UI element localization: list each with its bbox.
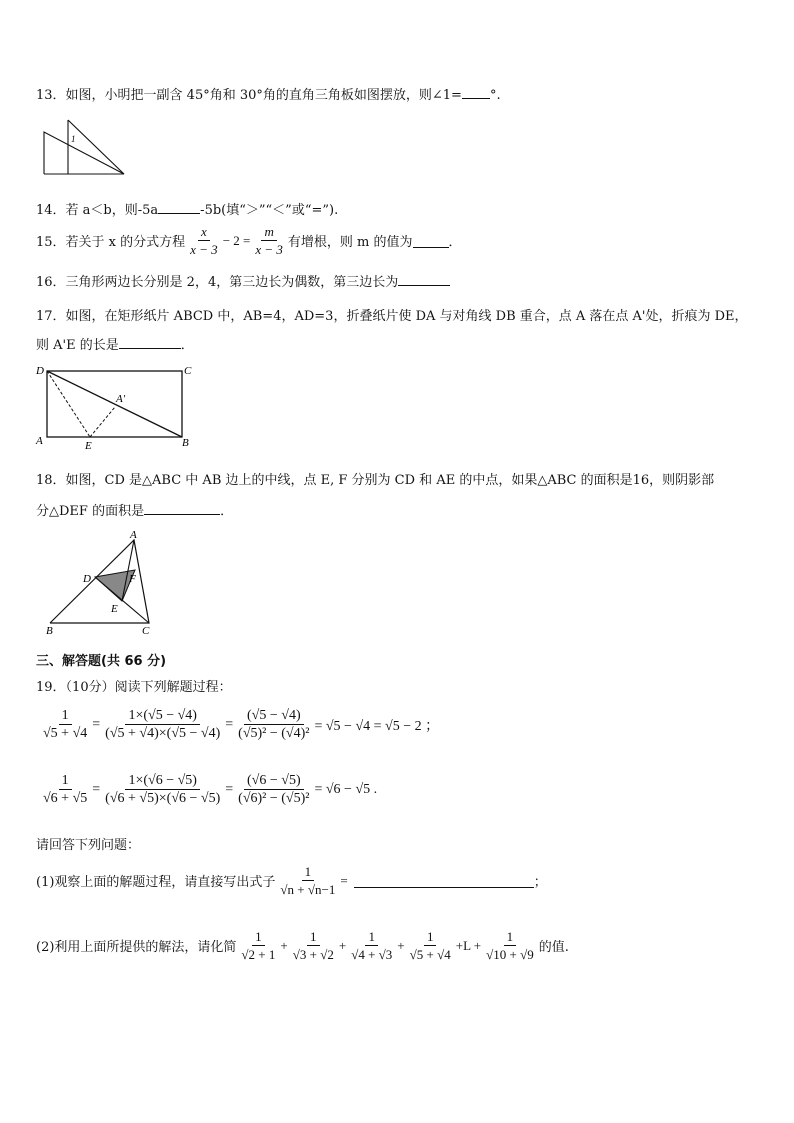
- q17-figure: [34, 362, 199, 450]
- answer-blank: [158, 200, 200, 214]
- answer-blank: [144, 501, 220, 515]
- label-D: D: [83, 573, 91, 585]
- fraction: $\frac{x}{x - 3}$: [190, 224, 218, 257]
- q13-text: 13．如图，小明把一副含 45°角和 30°角的直角三角板如图摆放，则∠1= °.: [36, 84, 501, 103]
- fraction: $\frac{1}{√3 + √2}$: [292, 929, 334, 962]
- q18-figure: [40, 528, 170, 636]
- q19-part1: (1)观察上面的解题过程，请直接写出式子 $\frac{1}{√n + √n-1}$ = ；: [36, 864, 547, 897]
- q17-line1: 17．如图，在矩形纸片 ABCD 中，AB=4，AD=3，折叠纸片使 DA 与对角线 DB 重合，点 A 落在点 A'处，折痕为 DE，: [36, 309, 748, 324]
- label-B: B: [46, 625, 53, 636]
- fraction: $\frac{(√5 - √4)}{\text{(√5)² − (√4)²}}$: [238, 708, 310, 741]
- fraction: $\frac{1}{√6 + √5}$: [43, 773, 88, 806]
- q14-text: 14．若 a＜b，则-5a -5b(填“＞”“＜”或“=”).: [36, 199, 338, 218]
- q16-text: 16．三角形两边长分别是 2，4，第三边长为偶数，第三边长为: [36, 271, 450, 290]
- fraction: $\frac{1}{√10 + √9}$: [486, 929, 534, 962]
- q19-eq2: $\frac{1}{√6 + √5}$ = $\frac{1\times(√6 - √5)}{(√6 + √5)\times(√6 - √5)}$ = $\frac{(√6 - √5)}{\text{(√6)² − (√5)²}}$ = √6 − √5 .: [38, 773, 377, 806]
- answer-blank: [462, 85, 490, 99]
- fraction: $\frac{1\times(√6 - √5)}{(√6 + √5)\times(√6 - √5)}$: [105, 773, 221, 806]
- q17-line2: 则 A'E 的长是 ．: [36, 334, 194, 353]
- q19-prompt: 请回答下列问题：: [36, 838, 141, 853]
- fraction: $\frac{1\times(√5 - √4)}{(√5 + √4)\times(√5 - √4)}$: [105, 708, 221, 741]
- label-C: C: [184, 365, 192, 377]
- label-B: B: [182, 437, 189, 449]
- answer-blank: [413, 234, 449, 248]
- angle-label: 1: [71, 134, 76, 144]
- label-A-prime: A′: [116, 393, 126, 405]
- fraction: $\frac{1}{√4 + √3}$: [351, 929, 393, 962]
- label-F: F: [129, 573, 136, 585]
- label-C: C: [142, 625, 150, 636]
- fraction: $\frac{1}{√5 + √4}$: [43, 708, 88, 741]
- label-D: D: [36, 365, 44, 377]
- section-title: 三、解答题(共 66 分): [36, 654, 167, 669]
- answer-blank: [398, 272, 450, 286]
- label-E: E: [85, 440, 92, 450]
- fraction: $\frac{1}{√n + √n-1}$: [280, 864, 336, 897]
- fraction: $\frac{1}{√5 + √4}$: [409, 929, 451, 962]
- q18-line1: 18．如图，CD 是△ABC 中 AB 边上的中线，点 E, F 分别为 CD 和 AE 的中点，如果△ABC 的面积是16，则阴影部: [36, 473, 715, 488]
- answer-blank: [354, 874, 534, 888]
- label-A: A: [36, 435, 43, 447]
- fraction: $\frac{m}{x - 3}$: [255, 224, 283, 257]
- q15-text: 15．若关于 x 的分式方程 $\frac{x}{x - 3}$ − 2 = $\frac{m}{x - 3}$ 有增根，则 m 的值为 ．: [36, 224, 462, 257]
- q13-figure: [40, 118, 130, 180]
- q18-line2: 分△DEF 的面积是 ．: [36, 500, 233, 519]
- q19-intro: 19．（10分）阅读下列解题过程：: [36, 680, 232, 695]
- label-E: E: [111, 603, 118, 615]
- answer-blank: [119, 335, 181, 349]
- q19-part2: (2)利用上面所提供的解法，请化简 $\frac{1}{√2 + 1}$ + $\frac{1}{√3 + √2}$ + $\frac{1}{√4 + √3}$ + $\frac{1}{√5 + √4}$ +L + $\frac{1}{√10 + √9}$ 的值.: [36, 929, 569, 962]
- fraction: $\frac{1}{√2 + 1}$: [241, 929, 276, 962]
- label-A: A: [130, 529, 137, 541]
- fraction: $\frac{(√6 - √5)}{\text{(√6)² − (√5)²}}$: [238, 773, 310, 806]
- q19-eq1: $\frac{1}{√5 + √4}$ = $\frac{1\times(√5 - √4)}{(√5 + √4)\times(√5 - √4)}$ = $\frac{(√5 - √4)}{\text{(√5)² − (√4)²}}$ = √5 − √4 = √5 − 2 ；: [38, 708, 439, 741]
